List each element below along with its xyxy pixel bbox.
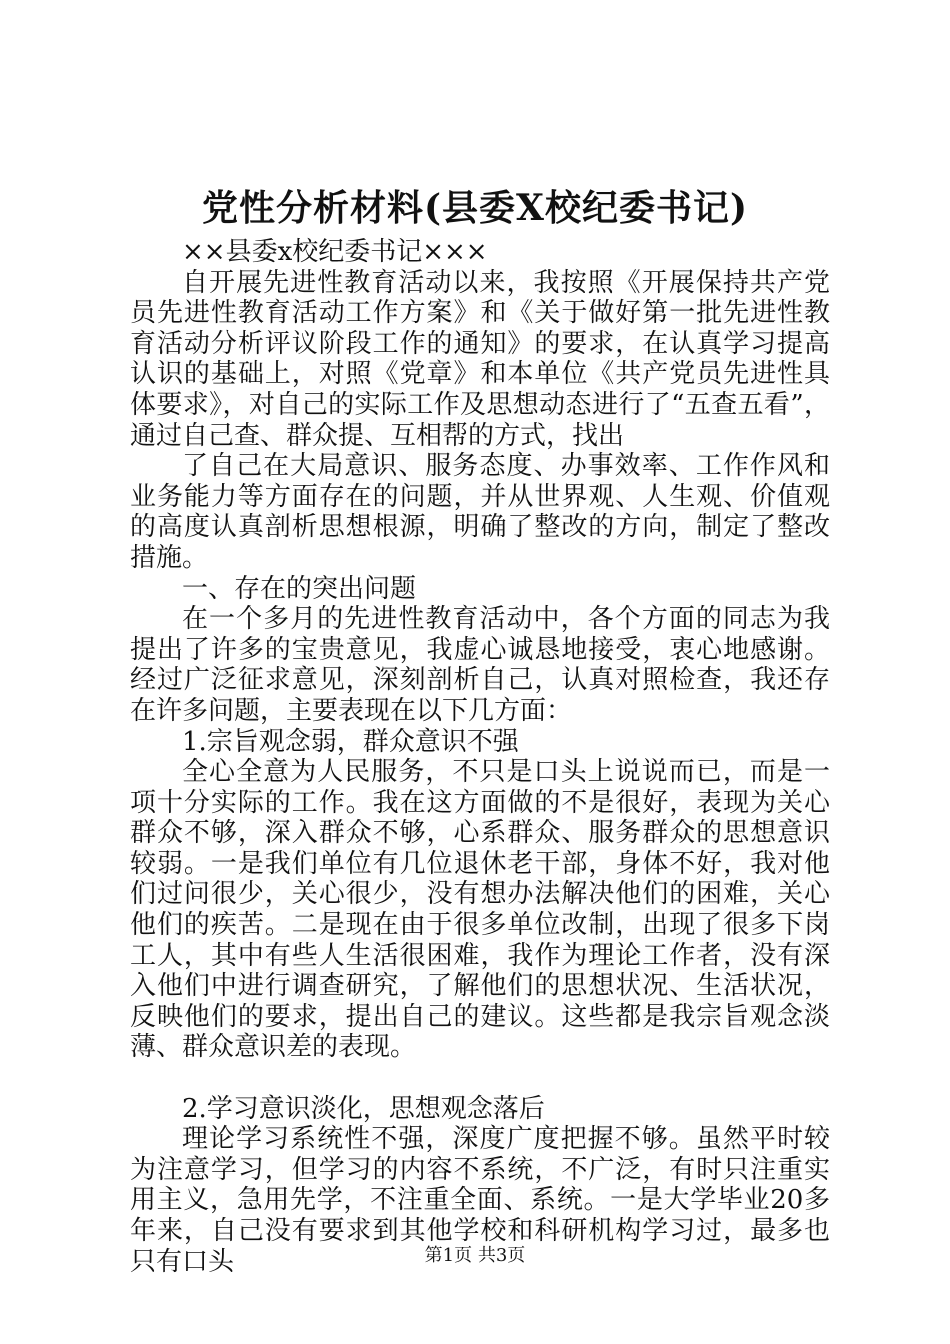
paragraph-subheading-1: 全心全意为人民服务，不只是口头上说说而已，而是一项十分实际的工作。我在这方面做的不是很好，表现为关心群众不够，深入群众不够，心系群众、服务群众的思想意识较弱。一是我们单位有几位退休老干部，身体不好，我对他们过问很少，关心很少，没有想办法解决他们的困难，关心他们的疾苦。二是现在由于很多单位改制，出现了很多下岗工人，其中有些人生活很困难，我作为理论工作者，没有深入他们中进行调查研究，了解他们的思想状况、生活状况，反映他们的要求，提出自己的建议。这些都是我宗旨观念淡薄、群众意识差的表现。 (130, 757, 830, 1063)
author-line: ××县委x校纪委书记××× (182, 237, 488, 267)
document-title: 党性分析材料(县委X校纪委书记) (202, 187, 748, 229)
blank-line (130, 1063, 830, 1094)
page-footer: 第1页 共3页 (424, 1245, 526, 1266)
subheading-2: 2.学习意识淡化，思想观念落后 (182, 1093, 545, 1124)
subheading-1: 1.宗旨观念弱，群众意识不强 (182, 726, 519, 757)
paragraph-intro: 自开展先进性教育活动以来，我按照《开展保持共产党员先进性教育活动工作方案》和《关于做好第一批先进性教育活动分析评议阶段工作的通知》的要求，在认真学习提高认识的基础上，对照《党章》和本单位《共产党员先进性具体要求》，对自己的实际工作及思想动态进行了“五查五看”，通过自己查、群众提、互相帮的方式，找出 (130, 267, 830, 451)
paragraph-problems: 在一个多月的先进性教育活动中，各个方面的同志为我提出了许多的宝贵意见，我虚心诚恳地接受，衷心地感谢。经过广泛征求意见，深刻剖析自己，认真对照检查，我还存在许多问题，主要表现在以下几方面： (130, 604, 830, 726)
section-heading: 一、存在的突出问题 (182, 573, 417, 604)
paragraph-subheading-2: 理论学习系统性不强，深度广度把握不够。虽然平时较为注意学习，但学习的内容不系统，不广泛，有时只注重实用主义，急用先学，不注重全面、系统。一是大学毕业20多年来，自己没有要求到其他学校和科研机构学习过，最多也只有口头 (130, 1124, 830, 1277)
paragraph-intro-continued: 了自己在大局意识、服务态度、办事效率、工作作风和业务能力等方面存在的问题，并从世界观、人生观、价值观的高度认真剖析思想根源，明确了整改的方向，制定了整改措施。 (130, 451, 830, 573)
document-body (130, 237, 830, 1277)
